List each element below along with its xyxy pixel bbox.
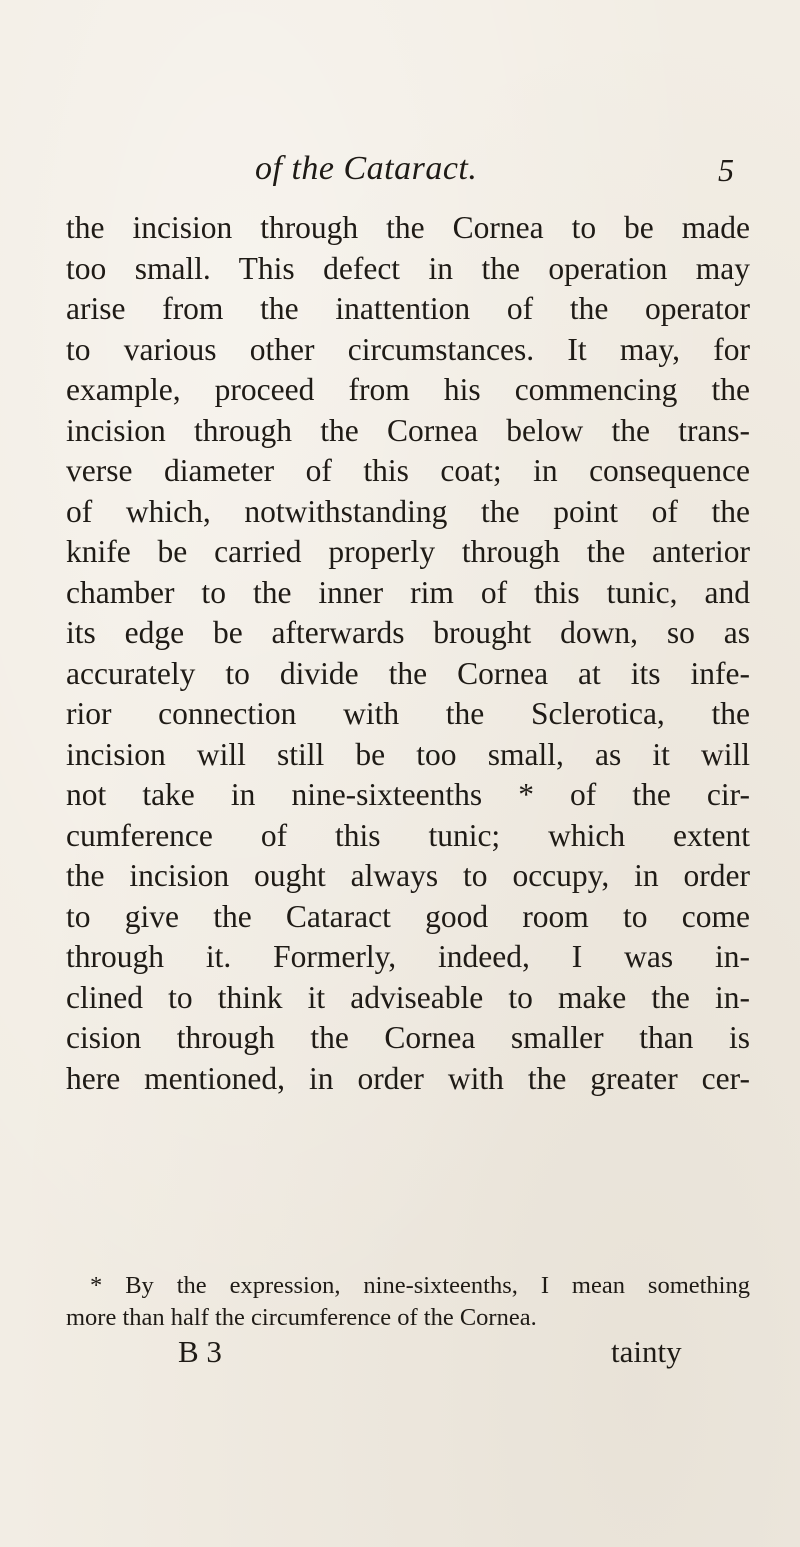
text-line: the incision ought always to occupy, in order — [66, 858, 750, 893]
text-line: incision will still be too small, as it will — [66, 736, 750, 772]
text-line: the incision through the Cornea to be made — [66, 210, 750, 245]
footnote — [66, 1270, 750, 1334]
text-line: knife be carried properly through the anterior — [66, 534, 750, 569]
text-line: cision through the Cornea smaller than is — [66, 1020, 750, 1055]
text-line: of which, notwithstanding the point of the — [66, 493, 750, 529]
text-line: cumference of this tunic; which extent — [66, 817, 750, 853]
footnote-line: more than half the circumference of the Cornea. — [66, 1304, 537, 1331]
text-line: too small. This defect in the operation may — [66, 250, 750, 286]
text-line: not take in nine-sixteenths * of the cir- — [66, 777, 750, 812]
signature-mark: B 3 — [178, 1334, 222, 1369]
text-line: incision through the Cornea below the trans- — [66, 412, 750, 448]
text-line: to give the Cataract good room to come — [66, 898, 750, 934]
text-line: clined to think it adviseable to make the in- — [66, 979, 750, 1015]
text-line: through it. Formerly, indeed, I was in- — [66, 939, 750, 974]
text-line: chamber to the inner rim of this tunic, and — [66, 574, 750, 610]
text-line: example, proceed from his commencing the — [66, 372, 750, 407]
text-line: its edge be afterwards brought down, so as — [66, 615, 750, 650]
running-title: of the Cataract. — [255, 150, 478, 187]
text-line: accurately to divide the Cornea at its infe- — [66, 655, 750, 691]
running-head — [0, 150, 800, 200]
text-line: verse diameter of this coat; in consequence — [66, 453, 750, 488]
text-line: to various other circumstances. It may, for — [66, 331, 750, 367]
text-line: rior connection with the Sclerotica, the — [66, 696, 750, 731]
footnote-line: * By the expression, nine-sixteenths, I mean something — [90, 1272, 750, 1299]
catchword: tainty — [611, 1334, 682, 1369]
page-number: 5 — [718, 152, 734, 188]
body-text — [66, 208, 750, 1099]
text-line: here mentioned, in order with the greater cer- — [66, 1060, 750, 1096]
text-line: arise from the inattention of the operator — [66, 291, 750, 326]
